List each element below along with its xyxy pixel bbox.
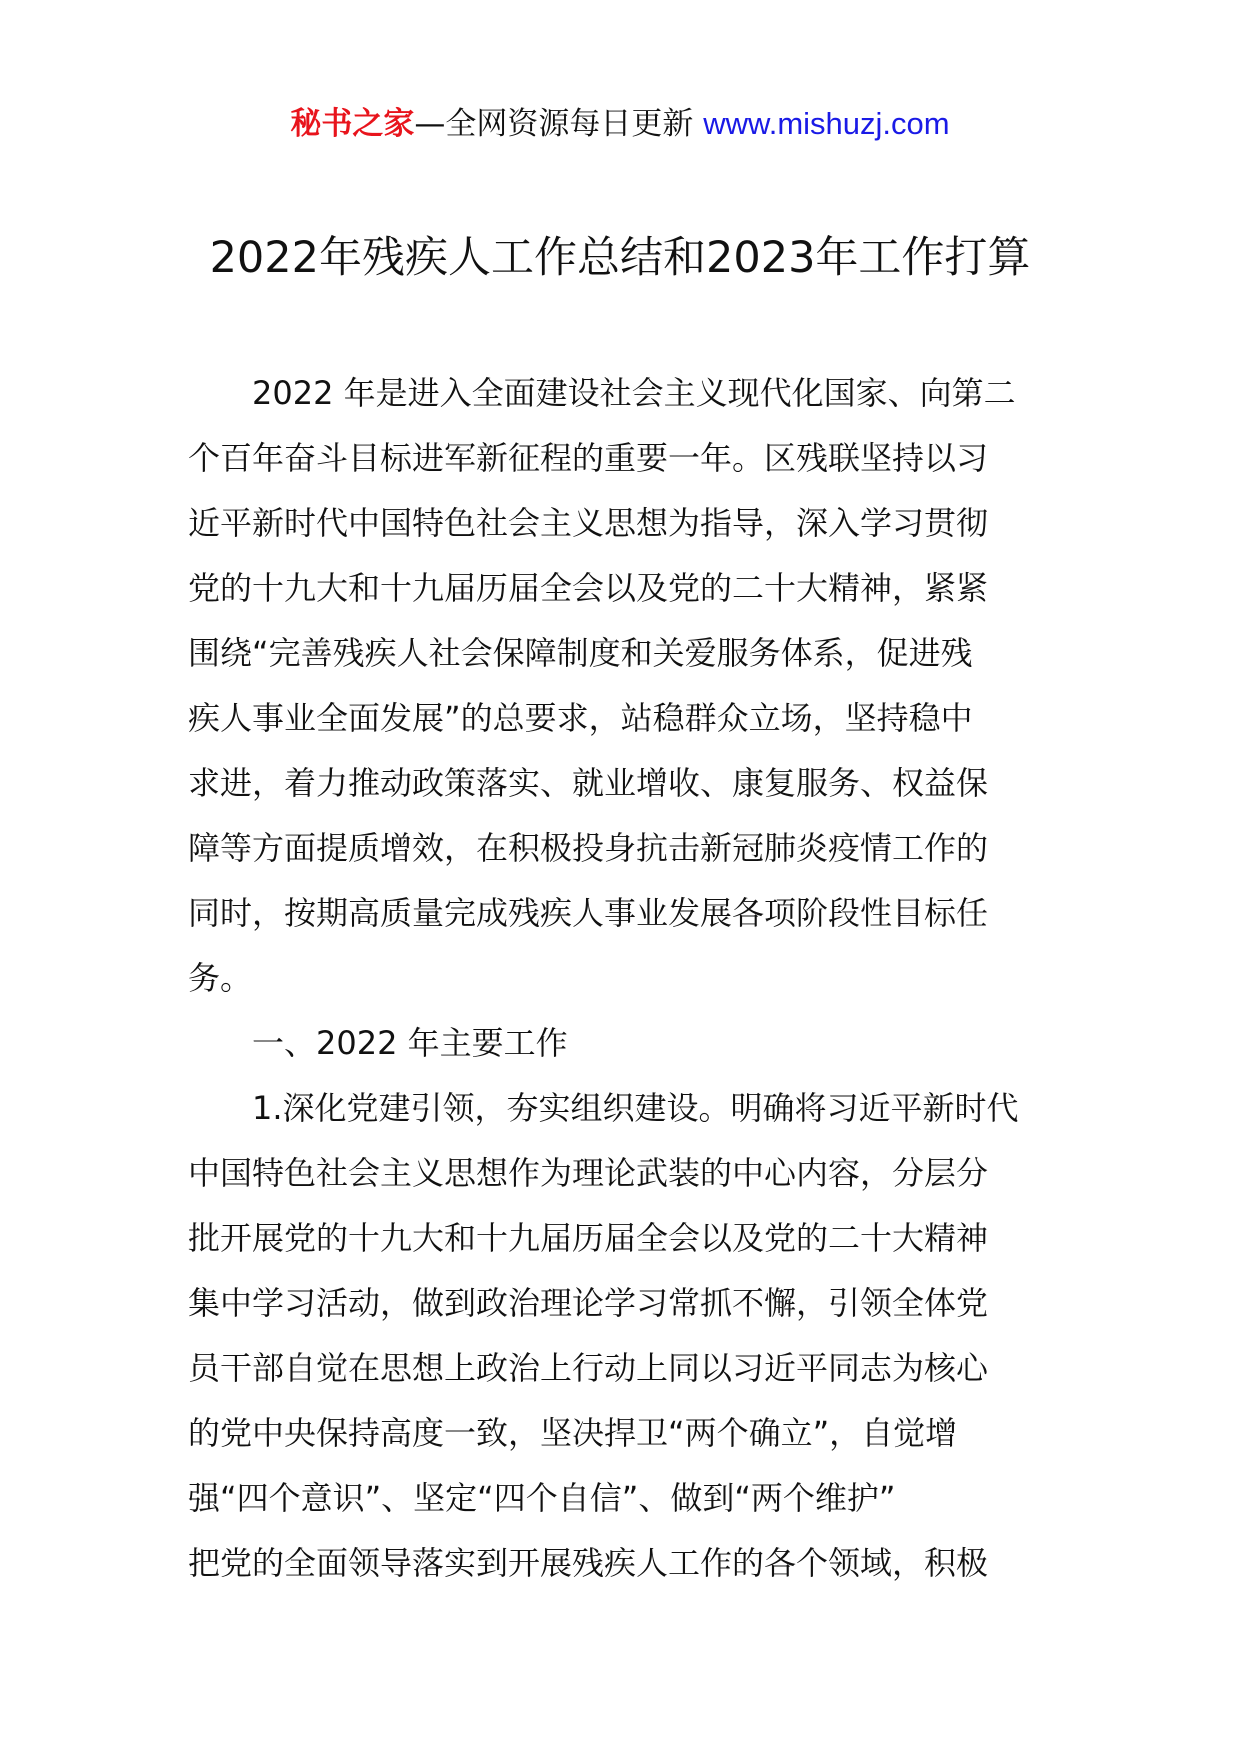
paragraph-line: 疾人事业全面发展”的总要求，站稳群众立场，坚持稳中	[188, 699, 973, 737]
paragraph-line: 求进，着力推动政策落实、就业增收、康复服务、权益保	[188, 764, 989, 802]
paragraph-line: 集中学习活动，做到政治理论学习常抓不懈，引领全体党	[188, 1284, 989, 1322]
paragraph-line: 中国特色社会主义思想作为理论武装的中心内容，分层分	[188, 1154, 989, 1192]
document-title: 2022年残疾人工作总结和2023年工作打算	[209, 233, 1031, 283]
document-body	[188, 361, 1056, 1596]
site-brand: 秘书之家	[290, 106, 415, 142]
section-heading: 一、2022 年主要工作	[252, 1024, 568, 1062]
paragraph-line: 近平新时代中国特色社会主义思想为指导，深入学习贯彻	[188, 504, 989, 542]
paragraph-line: 员干部自觉在思想上政治上行动上同以习近平同志为核心	[188, 1349, 989, 1387]
paragraph-line: 强“四个意识”、坚定“四个自信”、做到“两个维护”	[188, 1479, 896, 1517]
paragraph-line: 的党中央保持高度一致，坚决捍卫“两个确立”，自觉增	[188, 1414, 958, 1452]
paragraph-line: 2022 年是进入全面建设社会主义现代化国家、向第二	[252, 374, 1016, 412]
paragraph-line: 批开展党的十九大和十九届历届全会以及党的二十大精神	[188, 1219, 989, 1257]
paragraph-line: 把党的全面领导落实到开展残疾人工作的各个领域，积极	[188, 1544, 989, 1582]
paragraph-line: 务。	[188, 959, 253, 997]
site-header	[0, 100, 1240, 148]
paragraph-line: 障等方面提质增效，在积极投身抗击新冠肺炎疫情工作的	[188, 829, 989, 867]
site-url-link[interactable]: www.mishuzj.com	[703, 106, 950, 141]
paragraph-line: 围绕“完善残疾人社会保障制度和关爱服务体系，促进残	[188, 634, 973, 672]
paragraph-line: 同时，按期高质量完成残疾人事业发展各项阶段性目标任	[188, 894, 989, 932]
paragraph-line: 个百年奋斗目标进军新征程的重要一年。区残联坚持以习	[188, 439, 989, 477]
paragraph-line: 党的十九大和十九届历届全会以及党的二十大精神，紧紧	[188, 569, 989, 607]
site-slogan: —全网资源每日更新	[414, 106, 704, 142]
paragraph-line: 1.深化党建引领，夯实组织建设。明确将习近平新时代	[252, 1089, 1019, 1127]
